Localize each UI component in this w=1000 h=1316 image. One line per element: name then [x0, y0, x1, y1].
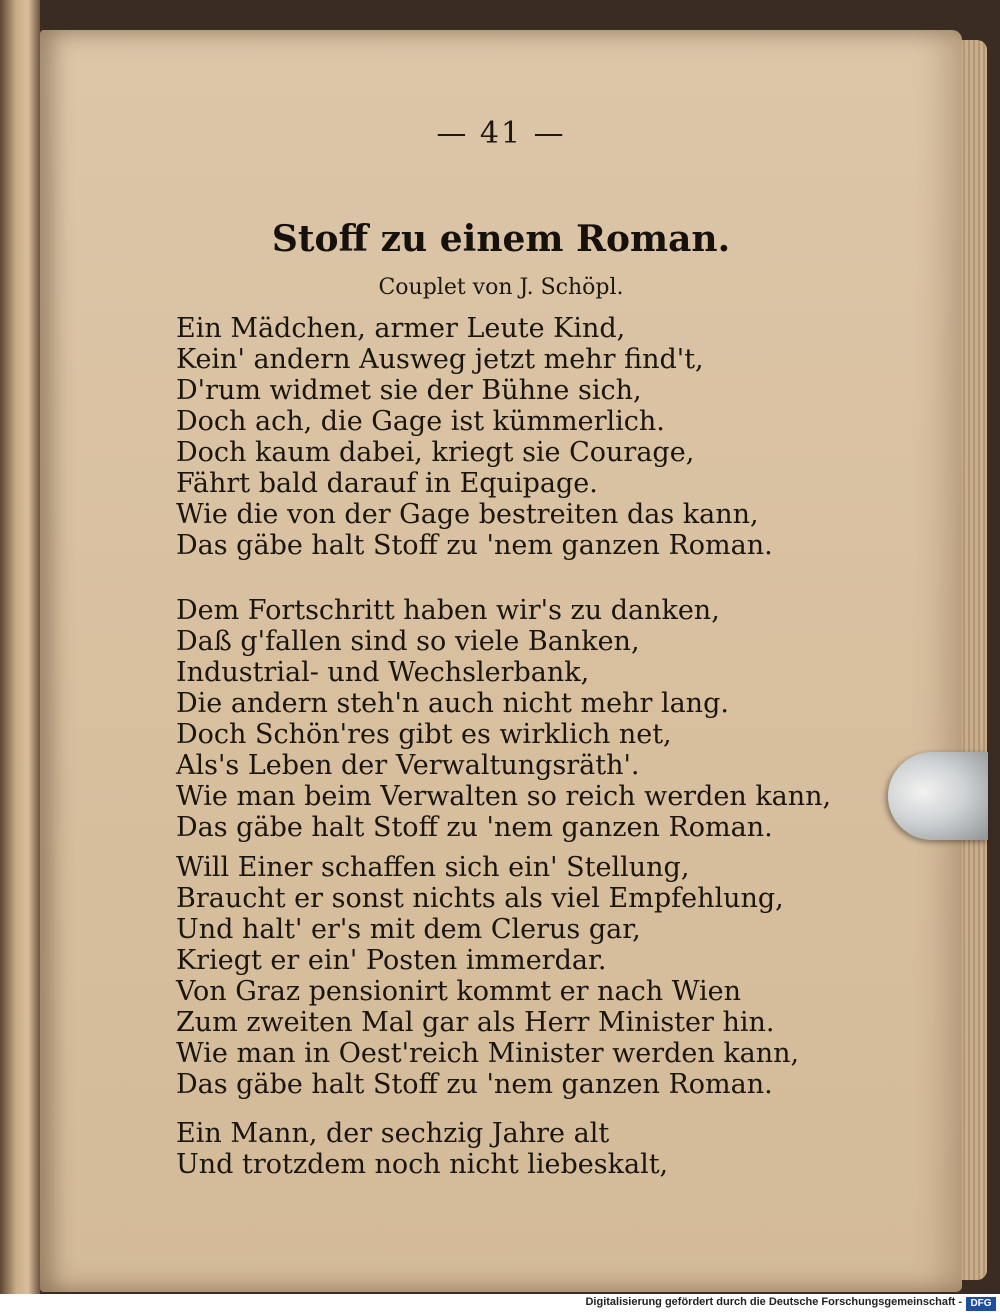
- verse-line: Und trotzdem noch nicht liebeskalt,: [176, 1149, 669, 1180]
- verse-line: Kriegt er ein' Posten immerdar.: [176, 945, 607, 976]
- stanza-1: [176, 313, 773, 561]
- verse-line: Wie man beim Verwalten so reich werden kann,: [176, 781, 832, 812]
- verse-line: Braucht er sonst nichts als viel Empfehlung,: [176, 883, 784, 914]
- verse-line: Industrial- und Wechslerbank,: [176, 657, 590, 688]
- verse-line: Wie die von der Gage bestreiten das kann,: [176, 499, 759, 530]
- book-left-edge: [0, 0, 40, 1316]
- verse-line: Das gäbe halt Stoff zu 'nem ganzen Roman.: [176, 1069, 773, 1100]
- stanza-2: [176, 595, 831, 843]
- verse-line: Als's Leben der Verwaltungsräth'.: [176, 750, 640, 781]
- verse-line: Und halt' er's mit dem Clerus gar,: [176, 914, 641, 945]
- verse-line: Die andern steh'n auch nicht mehr lang.: [176, 688, 729, 719]
- verse-line: Das gäbe halt Stoff zu 'nem ganzen Roman.: [176, 530, 773, 561]
- stanza-3: [176, 852, 799, 1100]
- dfg-logo: DFG: [966, 1297, 996, 1311]
- verse-line: Zum zweiten Mal gar als Herr Minister hin.: [176, 1007, 775, 1038]
- verse-line: D'rum widmet sie der Bühne sich,: [176, 375, 642, 406]
- verse-line: Ein Mädchen, armer Leute Kind,: [176, 313, 626, 344]
- verse-line: Fährt bald darauf in Equipage.: [176, 468, 598, 499]
- stanza-4: [176, 1118, 668, 1180]
- verse-line: Will Einer schaffen sich ein' Stellung,: [176, 852, 690, 883]
- poem-title: Stoff zu einem Roman.: [271, 218, 731, 260]
- poem-subtitle: Couplet von J. Schöpl.: [378, 275, 624, 300]
- book-page: [40, 30, 962, 1292]
- verse-line: Daß g'fallen sind so viele Banken,: [176, 626, 640, 657]
- verse-line: Ein Mann, der sechzig Jahre alt: [176, 1118, 610, 1149]
- verse-line: Doch Schön'res gibt es wirklich net,: [176, 719, 672, 750]
- verse-line: Dem Fortschritt haben wir's zu danken,: [176, 595, 720, 626]
- page-clip-bookmark: [888, 752, 988, 840]
- funding-footer: Digitalisierung gefördert durch die Deutsche Forschungsgemeinschaft -: [585, 1296, 962, 1308]
- verse-line: Kein' andern Ausweg jetzt mehr find't,: [176, 344, 704, 375]
- verse-line: Das gäbe halt Stoff zu 'nem ganzen Roman.: [176, 812, 773, 843]
- verse-line: Doch kaum dabei, kriegt sie Courage,: [176, 437, 695, 468]
- page-number: — 41 —: [436, 116, 566, 151]
- verse-line: Von Graz pensionirt kommt er nach Wien: [176, 976, 741, 1007]
- verse-line: Doch ach, die Gage ist kümmerlich.: [176, 406, 665, 437]
- verse-line: Wie man in Oest'reich Minister werden kann,: [176, 1038, 800, 1069]
